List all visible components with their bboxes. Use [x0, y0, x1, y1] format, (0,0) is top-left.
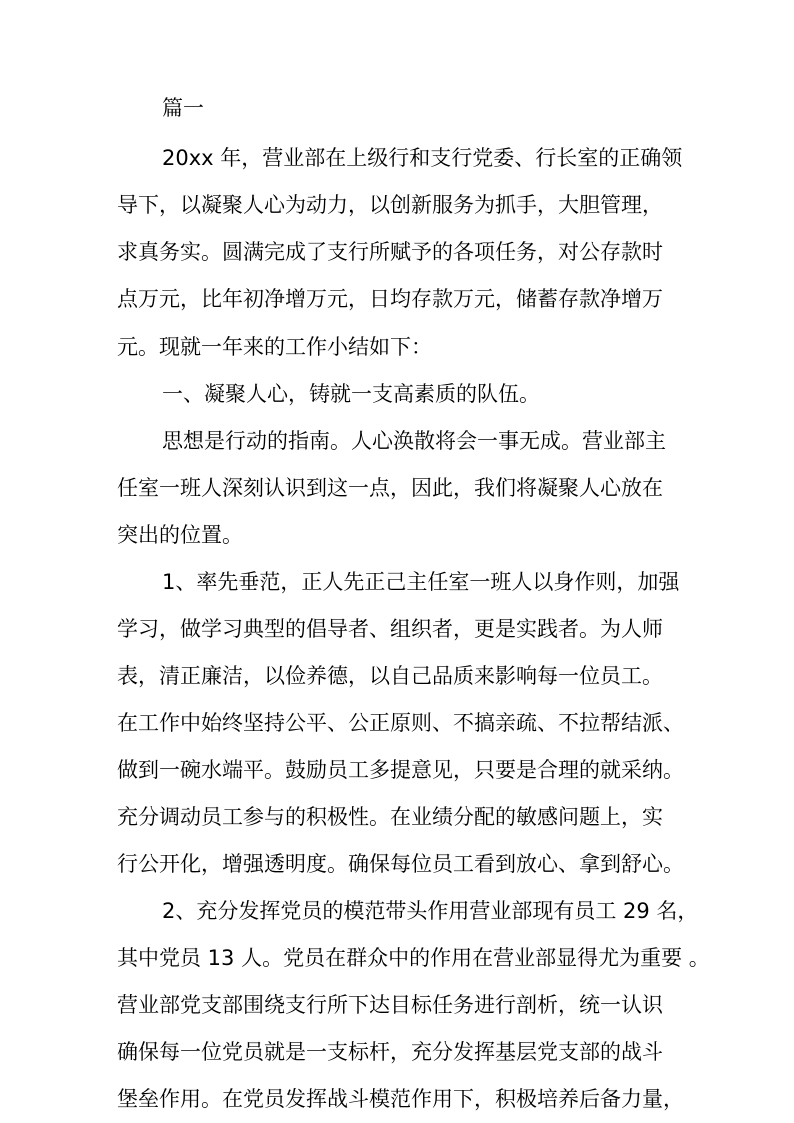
paragraph-line: 20xx 年，营业部在上级行和支行党委、行长室的正确领 — [162, 146, 683, 170]
paragraph-line: 1、率先垂范，正人先正己主任室一班人以身作则，加强 — [162, 570, 680, 594]
paragraph-line: 行公开化，增强透明度。确保每位员工看到放心、拿到舒心。 — [117, 852, 684, 876]
paragraph-line: 点万元，比年初净增万元，日均存款万元，储蓄存款净增万 — [117, 287, 663, 311]
paragraph-line: 学习，做学习典型的倡导者、组织者，更是实践者。为人师 — [117, 617, 663, 641]
paragraph-line: 其中党员 13 人。党员在群众中的作用在营业部显得尤为重要 。 — [117, 946, 710, 970]
paragraph-line: 确保每一位党员就是一支标杆，充分发挥基层党支部的战斗 — [117, 1040, 663, 1064]
subsection-heading: 一、凝聚人心，铸就一支高素质的队伍。 — [162, 382, 540, 406]
paragraph-line: 在工作中始终坚持公平、公正原则、不搞亲疏、不拉帮结派、 — [117, 711, 684, 735]
paragraph-line: 堡垒作用。在党员发挥战斗模范作用下，积极培养后备力量， — [117, 1087, 684, 1111]
paragraph-line: 元。现就一年来的工作小结如下： — [117, 335, 432, 359]
section-heading: 篇一 — [162, 96, 204, 120]
paragraph-line: 求真务实。圆满完成了支行所赋予的各项任务，对公存款时 — [117, 240, 663, 264]
paragraph-line: 2、充分发挥党员的模范带头作用营业部现有员工 29 名， — [162, 899, 699, 923]
paragraph-line: 营业部党支部围绕支行所下达目标任务进行剖析，统一认识 — [117, 993, 663, 1017]
paragraph-line: 任室一班人深刻认识到这一点，因此，我们将凝聚人心放在 — [117, 476, 663, 500]
paragraph-line: 做到一碗水端平。鼓励员工多提意见，只要是合理的就采纳。 — [117, 758, 684, 782]
paragraph-line: 突出的位置。 — [117, 523, 243, 547]
paragraph-line: 导下，以凝聚人心为动力，以创新服务为抓手，大胆管理， — [117, 193, 663, 217]
paragraph-line: 表，清正廉洁，以俭养德，以自己品质来影响每一位员工。 — [117, 664, 663, 688]
paragraph-line: 充分调动员工参与的积极性。在业绩分配的敏感问题上，实 — [117, 805, 663, 829]
paragraph-line: 思想是行动的指南。人心涣散将会一事无成。营业部主 — [162, 429, 666, 453]
